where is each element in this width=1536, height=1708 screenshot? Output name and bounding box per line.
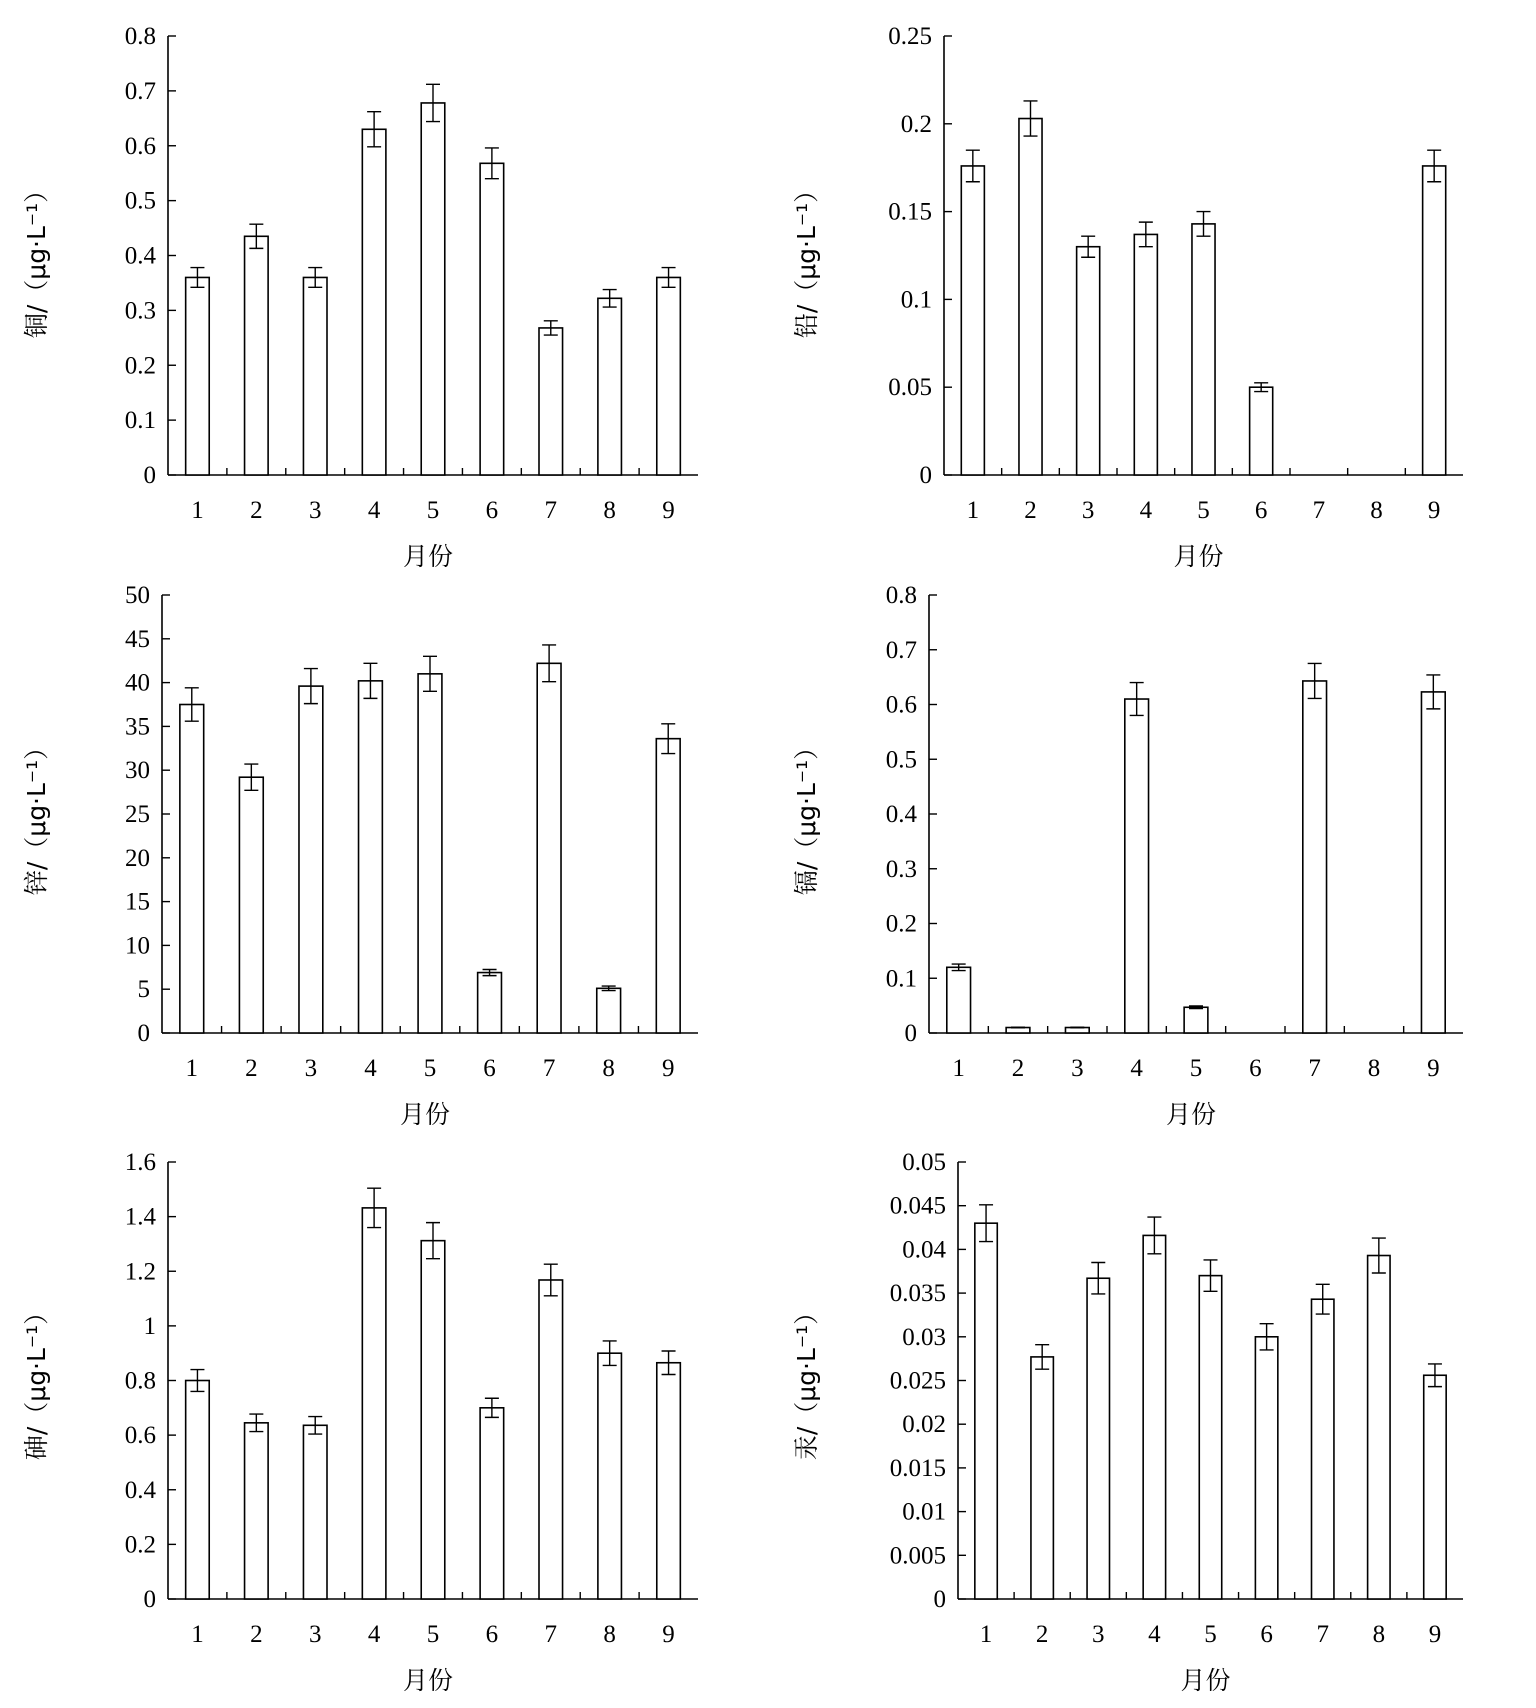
chart-4-x-tick-label: 1 xyxy=(191,1621,204,1648)
chart-2-x-tick-label: 6 xyxy=(483,1055,496,1082)
chart-4-x-tick-label: 5 xyxy=(426,1621,440,1648)
chart-3-y-tick-label: 0.1 xyxy=(885,965,917,993)
chart-0-y-tick-label: 0.4 xyxy=(124,242,156,270)
chart-3-y-tick-label: 0.4 xyxy=(885,801,917,828)
chart-4-x-tick-label: 4 xyxy=(367,1621,381,1648)
chart-5-bar-2 xyxy=(1031,1357,1053,1599)
chart-1-x-tick-label: 7 xyxy=(1312,497,1326,524)
chart-2-x-axis-title: 月份 xyxy=(399,1100,451,1129)
chart-2-y-axis-title: 锌/（μg·L⁻¹） xyxy=(22,734,51,896)
chart-2-y-tick-label: 30 xyxy=(125,757,150,785)
chart-2-bar-6 xyxy=(478,973,502,1033)
chart-2-y-tick-label: 35 xyxy=(125,713,150,741)
chart-5-y-tick-label: 0.045 xyxy=(889,1192,946,1220)
chart-0-bar-6 xyxy=(480,163,504,475)
chart-5-bar-6 xyxy=(1255,1337,1277,1599)
chart-1-x-tick-label: 9 xyxy=(1427,497,1441,524)
chart-3-y-tick-label: 0.2 xyxy=(885,910,917,938)
chart-0-x-axis-title: 月份 xyxy=(402,542,454,571)
chart-3-error-bar-3 xyxy=(1070,1027,1084,1028)
chart-1-bar-3 xyxy=(1077,247,1100,475)
chart-3-bar-9 xyxy=(1421,692,1445,1033)
chart-4-x-axis-title: 月份 xyxy=(402,1666,454,1695)
chart-3-y-tick-label: 0 xyxy=(904,1020,917,1047)
chart-5-bar-8 xyxy=(1368,1256,1390,1599)
chart-0-y-axis-title: 铜/（μg·L⁻¹） xyxy=(22,177,51,339)
chart-2-bar-1 xyxy=(180,705,204,1034)
chart-1-y-tick-label: 0.15 xyxy=(888,198,932,226)
chart-3-y-tick-label: 0.5 xyxy=(885,746,917,774)
chart-1-x-tick-label: 5 xyxy=(1197,497,1210,524)
chart-arsenic xyxy=(22,1149,698,1695)
chart-5-x-tick-label: 4 xyxy=(1148,1621,1161,1648)
chart-5-x-tick-label: 3 xyxy=(1092,1621,1105,1648)
chart-4-x-tick-label: 6 xyxy=(485,1621,499,1648)
chart-4-bar-5 xyxy=(421,1241,445,1599)
chart-4-y-tick-label: 0.8 xyxy=(124,1367,156,1395)
chart-2-y-tick-label: 50 xyxy=(125,582,150,609)
chart-0-x-tick-label: 4 xyxy=(367,497,381,524)
chart-0-x-tick-label: 2 xyxy=(250,497,263,524)
chart-cadmium xyxy=(792,582,1463,1129)
chart-4-bar-8 xyxy=(598,1353,622,1599)
chart-2-bar-7 xyxy=(537,663,561,1033)
chart-3-y-tick-label: 0.8 xyxy=(885,582,917,609)
chart-2-y-tick-label: 0 xyxy=(137,1020,150,1047)
chart-5-y-tick-label: 0.035 xyxy=(889,1280,946,1308)
chart-4-y-tick-label: 1.4 xyxy=(124,1203,156,1231)
chart-1-x-tick-label: 8 xyxy=(1370,497,1383,524)
chart-4-bar-3 xyxy=(303,1425,327,1599)
chart-1-bar-1 xyxy=(961,166,984,475)
chart-2-x-tick-label: 3 xyxy=(304,1055,318,1082)
chart-3-x-tick-label: 4 xyxy=(1130,1055,1143,1082)
chart-0-bar-1 xyxy=(186,277,210,475)
chart-4-y-tick-label: 0.2 xyxy=(124,1531,156,1559)
chart-0-y-tick-label: 0.3 xyxy=(124,297,156,325)
chart-4-y-tick-label: 1.6 xyxy=(124,1149,156,1176)
chart-3-bar-7 xyxy=(1303,681,1327,1033)
chart-2-x-tick-label: 2 xyxy=(245,1055,258,1082)
chart-5-y-tick-label: 0.005 xyxy=(889,1542,946,1570)
chart-2-x-tick-label: 8 xyxy=(602,1055,615,1082)
chart-1-y-tick-label: 0 xyxy=(919,462,932,489)
chart-0-x-tick-label: 1 xyxy=(191,497,204,524)
chart-2-x-tick-label: 4 xyxy=(364,1055,377,1082)
chart-5-y-tick-label: 0.02 xyxy=(902,1411,946,1439)
chart-3-x-tick-label: 6 xyxy=(1249,1055,1262,1082)
chart-1-y-axis-title: 铅/（μg·L⁻¹） xyxy=(792,177,821,339)
chart-4-x-tick-label: 2 xyxy=(250,1621,263,1648)
chart-2-y-tick-label: 25 xyxy=(125,801,150,828)
chart-1-x-axis-title: 月份 xyxy=(1173,542,1224,571)
chart-0-y-tick-label: 0 xyxy=(143,462,156,489)
chart-2-x-tick-label: 5 xyxy=(423,1055,437,1082)
chart-3-x-tick-label: 3 xyxy=(1071,1055,1084,1082)
chart-0-bar-5 xyxy=(421,103,445,475)
chart-3-bar-5 xyxy=(1184,1007,1208,1033)
chart-2-bar-9 xyxy=(656,739,680,1033)
chart-1-y-tick-label: 0.25 xyxy=(888,23,932,50)
chart-1-x-tick-label: 2 xyxy=(1024,497,1037,524)
chart-5-y-tick-label: 0.03 xyxy=(902,1323,946,1351)
chart-5-bar-9 xyxy=(1424,1375,1446,1599)
chart-5-x-axis-title: 月份 xyxy=(1180,1666,1231,1695)
chart-4-y-tick-label: 0.4 xyxy=(124,1476,156,1504)
chart-4-bar-7 xyxy=(539,1280,563,1599)
chart-1-bar-4 xyxy=(1134,234,1157,475)
chart-0-x-tick-label: 5 xyxy=(426,497,440,524)
chart-0-y-tick-label: 0.5 xyxy=(124,187,156,215)
chart-5-y-tick-label: 0.01 xyxy=(902,1498,946,1526)
chart-0-x-tick-label: 7 xyxy=(544,497,558,524)
chart-0-bar-7 xyxy=(539,328,563,475)
chart-0-y-tick-label: 0.6 xyxy=(124,132,156,160)
chart-3-y-tick-label: 0.6 xyxy=(885,691,917,719)
chart-4-x-tick-label: 7 xyxy=(544,1621,558,1648)
chart-5-y-tick-label: 0 xyxy=(933,1586,946,1613)
chart-2-y-tick-label: 15 xyxy=(125,888,150,916)
chart-2-x-tick-label: 1 xyxy=(185,1055,199,1082)
chart-0-bar-8 xyxy=(598,298,622,475)
chart-2-x-tick-label: 7 xyxy=(542,1055,556,1082)
chart-5-bar-7 xyxy=(1312,1299,1334,1599)
chart-4-y-tick-label: 1.2 xyxy=(124,1258,156,1286)
chart-2-y-tick-label: 40 xyxy=(125,669,150,697)
chart-3-bar-1 xyxy=(947,967,971,1033)
chart-3-x-tick-label: 5 xyxy=(1189,1055,1203,1082)
chart-4-x-tick-label: 3 xyxy=(308,1621,322,1648)
chart-5-x-tick-label: 7 xyxy=(1316,1621,1329,1648)
chart-0-x-tick-label: 6 xyxy=(485,497,499,524)
chart-3-y-axis-title: 镉/（μg·L⁻¹） xyxy=(792,734,821,896)
chart-0-bar-4 xyxy=(362,129,386,475)
chart-3-bar-4 xyxy=(1125,699,1149,1033)
chart-1-x-tick-label: 1 xyxy=(966,497,980,524)
chart-1-x-tick-label: 3 xyxy=(1081,497,1095,524)
chart-3-x-axis-title: 月份 xyxy=(1165,1100,1217,1129)
chart-1-bar-5 xyxy=(1192,224,1215,475)
chart-5-x-tick-label: 9 xyxy=(1428,1621,1442,1648)
chart-1-x-tick-label: 4 xyxy=(1139,497,1153,524)
chart-1-x-tick-label: 6 xyxy=(1254,497,1268,524)
chart-2-bar-3 xyxy=(299,686,323,1033)
chart-2-x-tick-label: 9 xyxy=(661,1055,675,1082)
chart-5-y-tick-label: 0.05 xyxy=(902,1149,946,1176)
chart-2-bar-4 xyxy=(359,681,383,1033)
chart-2-y-tick-label: 45 xyxy=(125,625,150,653)
chart-5-x-tick-label: 2 xyxy=(1035,1621,1049,1648)
chart-5-x-tick-label: 8 xyxy=(1372,1621,1386,1648)
chart-4-bar-9 xyxy=(657,1363,681,1599)
chart-0-bar-9 xyxy=(657,277,681,475)
chart-0-bar-3 xyxy=(303,277,327,475)
chart-4-bar-1 xyxy=(186,1381,210,1600)
chart-0-x-tick-label: 3 xyxy=(308,497,322,524)
chart-3-x-tick-label: 7 xyxy=(1308,1055,1321,1082)
chart-3-x-tick-label: 1 xyxy=(952,1055,965,1082)
chart-0-y-tick-label: 0.7 xyxy=(124,77,156,105)
chart-2-bar-5 xyxy=(418,674,442,1033)
chart-5-y-tick-label: 0.04 xyxy=(902,1236,946,1264)
chart-2-y-tick-label: 5 xyxy=(137,976,150,1004)
chart-1-y-tick-label: 0.05 xyxy=(888,374,932,402)
chart-2-y-tick-label: 20 xyxy=(125,844,150,872)
chart-2-bar-2 xyxy=(239,777,263,1033)
chart-4-bar-6 xyxy=(480,1408,504,1599)
chart-0-x-tick-label: 9 xyxy=(662,497,675,524)
chart-1-bar-2 xyxy=(1019,119,1042,475)
chart-mercury xyxy=(792,1149,1463,1695)
chart-1-bar-9 xyxy=(1423,166,1446,475)
chart-1-bar-6 xyxy=(1250,387,1273,475)
chart-5-bar-3 xyxy=(1087,1278,1109,1599)
chart-4-bar-2 xyxy=(245,1423,269,1599)
chart-4-y-tick-label: 0 xyxy=(143,1586,156,1613)
chart-4-y-tick-label: 0.6 xyxy=(124,1422,156,1450)
chart-lead xyxy=(792,23,1463,571)
chart-5-bar-4 xyxy=(1143,1235,1165,1599)
chart-4-bar-4 xyxy=(362,1208,386,1599)
chart-5-x-tick-label: 5 xyxy=(1204,1621,1217,1648)
chart-1-y-tick-label: 0.1 xyxy=(900,286,932,314)
chart-5-x-tick-label: 1 xyxy=(979,1621,993,1648)
chart-0-x-tick-label: 8 xyxy=(603,497,616,524)
chart-5-y-axis-title: 汞/（μg·L⁻¹） xyxy=(792,1299,821,1461)
chart-4-y-axis-title: 砷/（μg·L⁻¹） xyxy=(22,1299,51,1461)
chart-0-bar-2 xyxy=(245,236,269,475)
chart-5-x-tick-label: 6 xyxy=(1260,1621,1273,1648)
chart-3-x-tick-label: 2 xyxy=(1011,1055,1025,1082)
chart-4-y-tick-label: 1 xyxy=(143,1312,156,1340)
chart-0-y-tick-label: 0.1 xyxy=(124,407,156,435)
chart-copper xyxy=(22,23,698,571)
chart-4-x-tick-label: 9 xyxy=(662,1621,675,1648)
chart-1-y-tick-label: 0.2 xyxy=(900,110,932,138)
chart-3-error-bar-2 xyxy=(1011,1027,1025,1028)
chart-2-bar-8 xyxy=(597,988,621,1033)
chart-3-x-tick-label: 9 xyxy=(1427,1055,1440,1082)
chart-5-y-tick-label: 0.015 xyxy=(889,1454,946,1482)
chart-0-y-tick-label: 0.2 xyxy=(124,352,156,380)
chart-4-x-tick-label: 8 xyxy=(603,1621,616,1648)
chart-2-y-tick-label: 10 xyxy=(125,932,150,960)
chart-5-y-tick-label: 0.025 xyxy=(889,1367,946,1395)
chart-5-bar-5 xyxy=(1199,1276,1221,1599)
chart-3-x-tick-label: 8 xyxy=(1367,1055,1381,1082)
chart-3-y-tick-label: 0.3 xyxy=(885,855,917,883)
chart-3-y-tick-label: 0.7 xyxy=(885,636,917,664)
chart-zinc xyxy=(22,582,698,1129)
chart-5-bar-1 xyxy=(975,1223,997,1599)
chart-0-y-tick-label: 0.8 xyxy=(124,23,156,50)
